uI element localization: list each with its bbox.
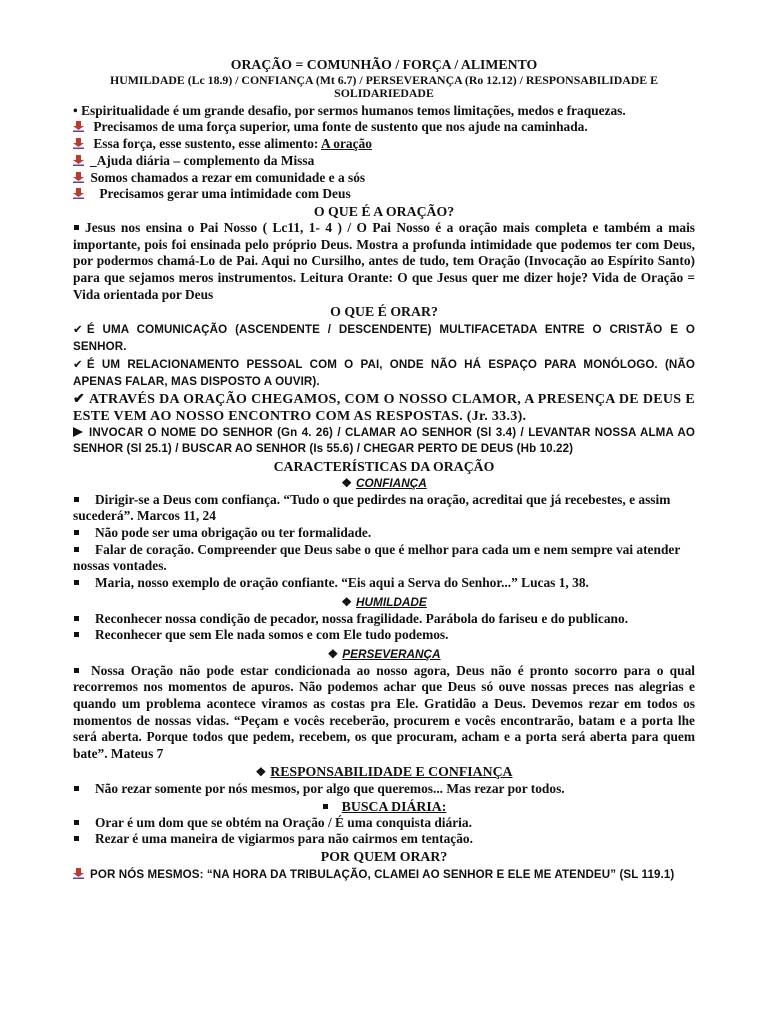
document-title: ORAÇÃO = COMUNHÃO / FORÇA / ALIMENTO <box>230 57 538 72</box>
subsection-heading-responsabilidade <box>73 763 695 781</box>
four-diamond-icon: ❖ <box>327 646 339 661</box>
list-item-text: Orar é um dom que se obtém na Oração / É uma conquista diária. <box>95 814 472 830</box>
intro-item-text: Precisamos de uma força superior, uma fonte de sustento que nos ajude na caminhada. <box>93 119 588 135</box>
section-heading-caracteristicas: CARACTERÍSTICAS DA ORAÇÃO <box>273 458 495 474</box>
intro-bullet-text: Espiritualidade é um grande desafio, por sermos humanos temos limitações, medos e fraquezas. <box>81 102 626 118</box>
list-item <box>73 831 695 848</box>
intro-item-text: Precisamos gerar uma intimidade com Deus <box>99 186 351 202</box>
section-paragraph <box>73 663 695 763</box>
subtitle-line-1: HUMILDADE (Lc 18.9) / CONFIANÇA (Mt 6.7) / PERSEVERANÇA (Ro 12.12) / RESPONSABILIDADE E <box>110 72 658 87</box>
four-diamond-icon: ❖ <box>341 475 352 490</box>
section-heading-o-que-e-orar: O QUE É ORAR? <box>330 304 438 320</box>
arrow-item <box>73 425 695 458</box>
square-bullet-icon <box>74 547 79 552</box>
down-arrow-marker-icon <box>73 121 84 132</box>
intro-item <box>73 170 695 187</box>
list-item-text: Dirigir-se a Deus com confiança. “Tudo o que pedirdes na oração, acreditai que já recebestes, e assim sucederá”. Marcos 11, 24 <box>73 491 671 524</box>
section-heading-por-quem-orar: POR QUEM ORAR? <box>320 848 448 864</box>
subsection-heading-busca-diaria <box>73 798 695 815</box>
list-item-text: Reconhecer nossa condição de pecador, nossa fragilidade. Parábola do fariseu e do publicano. <box>95 610 629 626</box>
list-item <box>73 492 695 525</box>
intro-item <box>73 186 695 203</box>
square-bullet-icon <box>323 804 328 809</box>
arrowhead-icon <box>73 427 83 437</box>
square-bullet-icon <box>74 786 79 791</box>
section-heading-o-que-e-a-oracao: O QUE É A ORAÇÃO? <box>313 203 455 219</box>
list-item <box>73 575 695 592</box>
check-item-text: É UM RELACIONAMENTO PESSOAL COM O PAI, ONDE NÃO HÁ ESPAÇO PARA MONÓLOGO. (NÃO APENAS FALAR, MAS DISPOSTO A OUVIR). <box>73 358 695 388</box>
down-arrow-marker-icon <box>73 138 84 149</box>
subtitle-line-2: SOLIDARIEDADE <box>334 86 434 101</box>
list-item <box>73 781 695 798</box>
square-bullet-icon <box>74 530 79 535</box>
intro-item-text: Ajuda diária – complemento da Missa <box>96 152 315 168</box>
check-icon: ✔ <box>73 323 83 337</box>
section-paragraph-text: Nossa Oração não pode estar condicionada ao nosso agora, Deus não é pronto socorro para o qual recorremos nos momentos de apuros. Não podemos achar que Deus só ouve nossas preces nas alegrias e quando um problema acontece viramos as costas pra Ele. Gratidão a Deus. Devemos rezar em todos os momentos de nossas vidas. “Peçam e vocês receberão, procurem e vocês encontrarão, batam e a porta lhe será aberta. Porque todos que pedem, recebem, os que procuram, acham e a porta será aberta para quem bate”. Mateus 7 <box>73 662 695 762</box>
check-item <box>73 357 695 390</box>
subsection-label: CONFIANÇA <box>355 475 427 490</box>
oracao-link: A oração <box>320 136 372 152</box>
check-item-text: ATRAVÉS DA ORAÇÃO CHEGAMOS, COM O NOSSO CLAMOR, A PRESENÇA DE DEUS E ESTE VEM AO NOSSO ENCONTRO COM AS RESPOSTAS. (Jr. 33.3). <box>73 392 695 424</box>
intro-bullet <box>73 103 695 120</box>
list-item <box>73 627 695 644</box>
check-item <box>73 322 695 355</box>
square-bullet-icon <box>74 820 79 825</box>
subsection-heading-perseveranca <box>73 646 695 663</box>
intro-item <box>73 119 695 136</box>
down-arrow-marker-icon <box>73 172 84 183</box>
down-arrow-marker-icon <box>73 868 84 879</box>
check-icon: ✔ <box>73 392 86 408</box>
check-item-text: É UMA COMUNICAÇÃO (ASCENDENTE / DESCENDENTE) MULTIFACETADA ENTRE O CRISTÃO E O SENHOR. <box>73 323 695 353</box>
subsection-label: PERSEVERANÇA <box>342 646 441 661</box>
subsection-heading-humildade <box>73 594 695 611</box>
list-item <box>73 815 695 832</box>
check-icon: ✔ <box>73 358 83 372</box>
intro-item-text: Essa força, esse sustento, esse alimento: <box>93 136 321 152</box>
list-item-text: Falar de coração. Compreender que Deus sabe o que é melhor para cada um e nem sempre vai atender nossas vontades. <box>73 541 681 574</box>
down-arrow-marker-icon <box>73 155 84 166</box>
subsection-label: RESPONSABILIDADE E CONFIANÇA <box>270 763 513 779</box>
intro-item <box>73 867 695 883</box>
check-item <box>73 392 695 425</box>
down-arrow-marker-icon <box>73 188 84 199</box>
list-item <box>73 525 695 542</box>
section-paragraph <box>73 220 695 304</box>
list-item-text: Reconhecer que sem Ele nada somos e com Ele tudo podemos. <box>95 627 449 643</box>
subsection-heading-confianca <box>73 475 695 492</box>
bullet-icon: • <box>73 102 78 118</box>
four-diamond-icon: ❖ <box>255 764 267 779</box>
intro-item-underscore: _ <box>90 152 97 168</box>
list-item-text: Não rezar somente por nós mesmos, por algo que queremos... Mas rezar por todos. <box>95 780 565 796</box>
square-bullet-icon <box>74 836 79 841</box>
square-bullet-icon <box>74 580 79 585</box>
intro-item <box>73 136 695 153</box>
intro-item <box>73 153 695 170</box>
document-subtitle <box>73 74 695 101</box>
list-item-text: Maria, nosso exemplo de oração confiante. “Eis aqui a Serva do Senhor...” Lucas 1, 38. <box>95 575 589 591</box>
square-bullet-icon <box>74 632 79 637</box>
section-paragraph-text: Jesus nos ensina o Pai Nosso ( Lc11, 1- 4 ) / O Pai Nosso é a oração mais completa e também a mais importante, pois foi ensinada pelo próprio Deus. Mostra a profunda intimidade que podemos ter com Deus, por podermos chamá-Lo de Pai. Aqui no Cursilho, antes de tudo, tem Oração (Invocação ao Espírito Santo) para que sejamos meros instrumentos. Leitura Orante: O que Jesus quer me dizer hoje? Vida de Oração = Vida orientada por Deus <box>73 219 695 302</box>
arrow-item-text: INVOCAR O NOME DO SENHOR (Gn 4. 26) / CLAMAR AO SENHOR (Sl 3.4) / LEVANTAR NOSSA ALMA AO SENHOR (Sl 25.1) / BUSCAR AO SENHOR (Is 55.6) / CHEGAR PERTO DE DEUS (Hb 10.22) <box>73 426 695 456</box>
square-bullet-icon <box>74 497 79 502</box>
four-diamond-icon: ❖ <box>341 594 352 609</box>
square-bullet-icon <box>74 225 79 230</box>
list-item-text: Não pode ser uma obrigação ou ter formalidade. <box>95 524 372 540</box>
document-page <box>73 55 695 883</box>
section-item-text: POR NÓS MESMOS: “NA HORA DA TRIBULAÇÃO, CLAMEI AO SENHOR E ELE ME ATENDEU” (SL 119.1) <box>90 867 675 881</box>
square-bullet-icon <box>74 668 79 673</box>
subsection-label: BUSCA DIÁRIA: <box>341 798 447 814</box>
list-item <box>73 611 695 628</box>
square-bullet-icon <box>74 616 79 621</box>
subsection-label: HUMILDADE <box>355 594 427 609</box>
list-item <box>73 542 695 575</box>
intro-item-text: Somos chamados a rezar em comunidade e a sós <box>90 169 366 185</box>
list-item-text: Rezar é uma maneira de vigiarmos para não cairmos em tentação. <box>95 831 473 847</box>
